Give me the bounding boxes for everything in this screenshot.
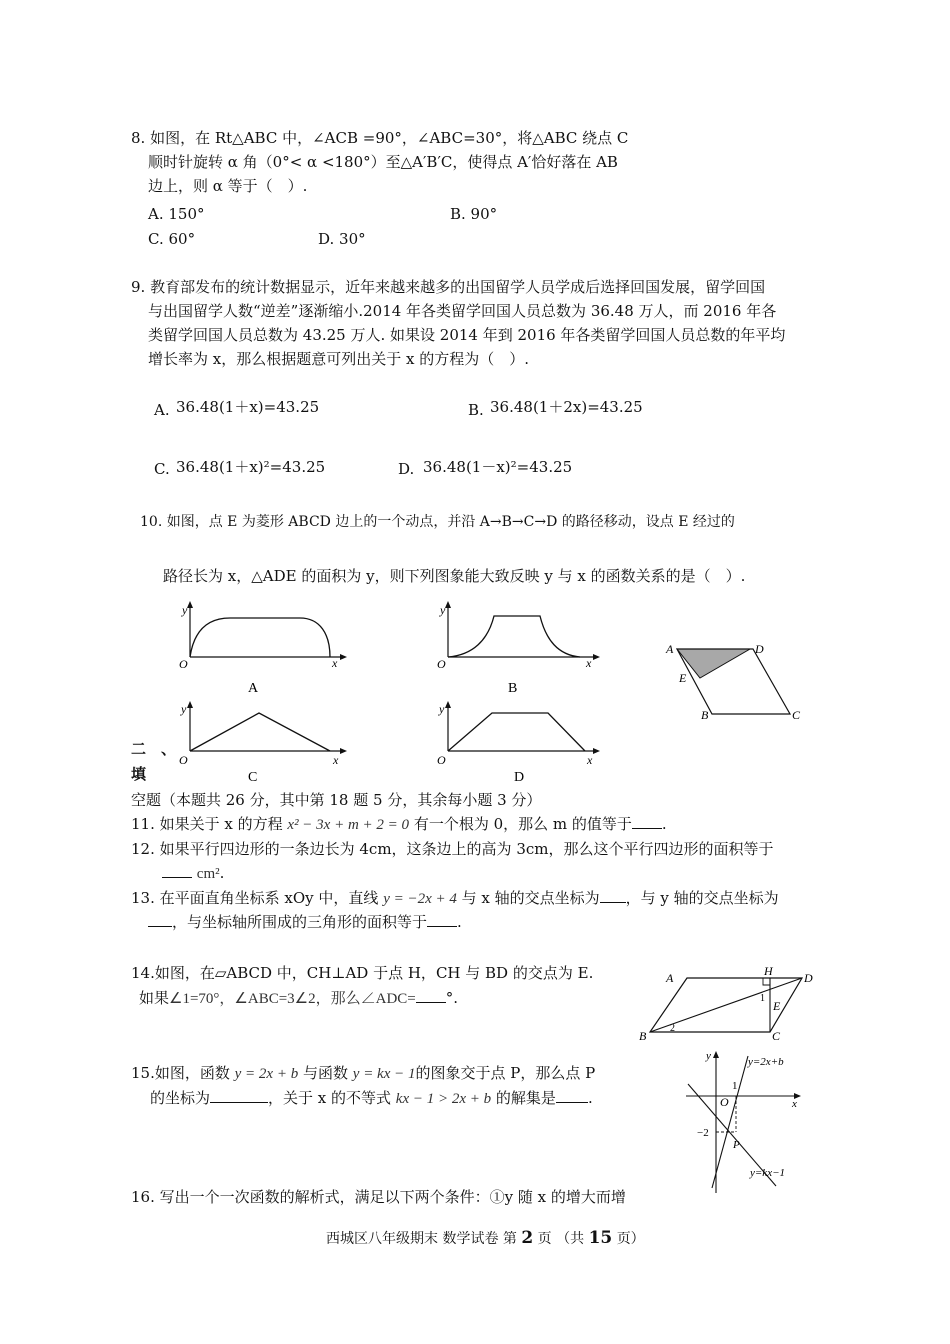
page-footer: [326, 1228, 645, 1249]
origin-label: O: [437, 753, 446, 767]
q15-eq1: y = 2x + b: [234, 1066, 299, 1082]
q15-line2-a: 的坐标为: [150, 1089, 211, 1107]
origin-label: O: [437, 657, 446, 671]
x-axis-arrow: [593, 654, 600, 660]
q15-line1-b: 与函数: [302, 1064, 348, 1082]
y-axis-arrow: [445, 701, 451, 708]
curve: [448, 713, 585, 751]
q9-line2: 与出国留学人数“逆差”逐渐缩小.2014 年各类留学回国人员总数为 36.48 万人，而 2016 年各: [148, 302, 777, 320]
q14-line2: [139, 987, 458, 1010]
line1-label: y=2x+b: [748, 1056, 784, 1068]
x-label: x: [332, 656, 338, 670]
q14-line2-a: 如果: [139, 989, 170, 1007]
q8-option-c: C. 60°: [148, 230, 196, 248]
q15-line1-c: 的图象交于点 P，那么点 P: [415, 1064, 596, 1082]
y-axis-arrow: [713, 1051, 719, 1058]
origin-label: O: [179, 657, 188, 671]
q14-end: °.: [445, 989, 459, 1007]
q9-line3: 类留学回国人员总数为 43.25 万人. 如果设 2014 年到 2016 年各类留学回国人员总数的年平均: [148, 326, 786, 344]
q15-point-blank[interactable]: [210, 1088, 268, 1103]
point-p-label: P: [733, 1139, 740, 1151]
y-axis-arrow: [187, 601, 193, 608]
point-h-label: H: [764, 964, 773, 978]
q9-option-b-label: B.: [468, 401, 484, 419]
q14-parallelogram-figure: [632, 960, 822, 1045]
q10-graph-b: [428, 600, 608, 700]
x-axis-arrow: [593, 748, 600, 754]
q14-answer-blank[interactable]: [416, 988, 446, 1003]
y-label: y: [182, 603, 188, 617]
q12-text: 12. 如果平行四边形的一条边长为 4cm，这条边上的高为 3cm，那么这个平行四边形的面积等于: [131, 840, 774, 858]
point-c-label: C: [792, 708, 801, 722]
q9-option-d: 36.48(1－x)²=43.25: [423, 458, 573, 476]
x-label: x: [792, 1098, 797, 1110]
q8-option-a: A. 150°: [148, 205, 205, 223]
q15-end: .: [587, 1089, 593, 1107]
q9-option-a-label: A.: [154, 401, 170, 419]
q15-eq2: y = kx − 1: [352, 1066, 416, 1082]
q8-option-b: B. 90°: [450, 205, 498, 223]
point-b-label: B: [639, 1029, 647, 1043]
q13-text-b: 与 x 轴的交点坐标为: [461, 889, 600, 907]
q13-line2-text: ，与坐标轴所围成的三角形的面积等于: [172, 913, 428, 931]
point-e-label: E: [773, 999, 781, 1013]
q12-end: .: [219, 864, 225, 882]
y-label: y: [439, 702, 445, 716]
shaded-triangle-ade: [677, 649, 750, 678]
caption: C: [248, 770, 258, 785]
q15-line1-a: 15.如图，函数: [131, 1064, 230, 1082]
footer-text-b: 页 （共: [537, 1231, 585, 1247]
q9-option-c: 36.48(1＋x)²=43.25: [176, 458, 326, 476]
y-label: y: [440, 603, 446, 617]
q14-line1: 14.如图，在▱ABCD 中，CH⊥AD 于点 H，CH 与 BD 的交点为 E.: [131, 964, 594, 982]
q12-answer-blank[interactable]: [162, 863, 192, 878]
curve: [190, 713, 330, 751]
section-2-header: 空题（本题共 26 分，其中第 18 题 5 分，其余每小题 3 分）: [131, 791, 542, 809]
q13-x-intercept-blank[interactable]: [600, 888, 626, 903]
q15-graph: [680, 1048, 810, 1198]
curve: [448, 616, 580, 657]
y-label: y: [181, 702, 187, 716]
section-2-comma: 、: [161, 740, 177, 758]
line2-label: y=kx−1: [750, 1167, 785, 1179]
q11-end: .: [661, 815, 667, 833]
q11: [131, 813, 667, 836]
footer-text-a: 西城区八年级期末 数学试卷 第: [326, 1231, 517, 1247]
q11-answer-blank[interactable]: [632, 814, 662, 829]
x-label: x: [586, 656, 592, 670]
q14-condition: ∠1=70°，∠ABC=3∠2，那么∠ADC=: [169, 991, 416, 1007]
q9-option-c-label: C.: [154, 460, 170, 478]
x-axis-arrow: [340, 748, 347, 754]
q11-text-a: 11. 如果关于 x 的方程: [131, 815, 283, 833]
y-axis-arrow: [187, 701, 193, 708]
origin-label: O: [179, 753, 188, 767]
q13-end: .: [457, 913, 462, 931]
q8-line2: 顺时针旋转 α 角（0°< α <180°）至△A′B′C，使得点 A′恰好落在 AB: [148, 153, 618, 171]
q15-line1: [131, 1062, 595, 1085]
q13-text-a: 13. 在平面直角坐标系 xOy 中，直线: [131, 889, 379, 907]
caption: B: [508, 681, 518, 696]
q12-line2: [162, 862, 224, 885]
q13-text-c: ，与 y 轴的交点坐标为: [625, 889, 779, 907]
point-d-label: D: [804, 971, 813, 985]
x-label: x: [333, 753, 339, 767]
angle-1-label: 1: [760, 993, 765, 1004]
x-axis-arrow: [340, 654, 347, 660]
q10-line2: 路径长为 x，△ADE 的面积为 y，则下列图象能大致反映 y 与 x 的函数关系的是（ ）.: [163, 567, 746, 585]
q9-line1: 9. 教育部发布的统计数据显示，近年来越来越多的出国留学人员学成后选择回国发展，留学回国: [131, 278, 766, 296]
point-a-label: A: [666, 971, 674, 985]
q13-line1: [131, 887, 779, 910]
point-d-label: D: [755, 642, 764, 656]
q15-solution-blank[interactable]: [556, 1088, 588, 1103]
caption: A: [248, 681, 259, 696]
line-y-2x-b: [712, 1056, 748, 1188]
q13-y-intercept-blank[interactable]: [148, 912, 172, 927]
y-axis-arrow: [445, 601, 451, 608]
q15-line2: [150, 1087, 593, 1110]
q11-equation: x² − 3x + m + 2 = 0: [287, 817, 410, 833]
q15-line2-c: 的解集是: [495, 1089, 556, 1107]
q9-line4: 增长率为 x，那么根据题意可列出关于 x 的方程为（ ）.: [148, 350, 529, 368]
caption: D: [514, 770, 525, 785]
q9-option-a: 36.48(1＋x)=43.25: [176, 398, 320, 416]
q12-unit: cm²: [196, 866, 220, 882]
origin-label: O: [720, 1095, 729, 1109]
q16-line1: 16. 写出一个一次函数的解析式，满足以下两个条件：①y 随 x 的增大而增: [131, 1188, 626, 1206]
curve: [190, 618, 330, 657]
y-label: y: [706, 1050, 711, 1062]
tick-minus-2-label: −2: [697, 1127, 709, 1139]
footer-total-pages: 15: [588, 1228, 613, 1248]
q13-equation: y = −2x + 4: [383, 891, 457, 907]
section-2-fill: 填: [131, 765, 147, 783]
q13-line2: [148, 911, 462, 933]
point-b-label: B: [701, 708, 709, 722]
q10-graph-d: [428, 698, 608, 790]
angle-2-label: 2: [670, 1023, 675, 1034]
q8-line1: 8. 如图，在 Rt△ABC 中，∠ACB =90°，∠ABC=30°，将△ABC 绕点 C: [131, 129, 629, 147]
tick-1-label: 1: [732, 1080, 738, 1092]
section-2-numeral: 二: [131, 740, 147, 758]
point-c-label: C: [772, 1029, 781, 1043]
q11-text-b: 有一个根为 0，那么 m 的值等于: [413, 815, 632, 833]
point-a-label: A: [666, 642, 674, 656]
point-e-label: E: [679, 671, 687, 685]
q15-line2-b: ，关于 x 的不等式: [268, 1089, 392, 1107]
q10-graph-c: [170, 698, 350, 790]
footer-page-number: 2: [521, 1228, 534, 1248]
q10-line1: 10. 如图，点 E 为菱形 ABCD 边上的一个动点，并沿 A→B→C→D 的路径移动，设点 E 经过的: [140, 514, 735, 530]
q10-rhombus-figure: [660, 636, 810, 728]
right-angle-mark: [763, 978, 770, 985]
q8-line3: 边上，则 α 等于（ ）.: [148, 177, 308, 195]
x-label: x: [587, 753, 593, 767]
q10-graph-a: [170, 600, 350, 700]
q15-inequality: kx − 1 > 2x + b: [395, 1091, 492, 1107]
q13-area-blank[interactable]: [427, 912, 457, 927]
q8-option-d: D. 30°: [318, 230, 366, 248]
footer-text-c: 页）: [616, 1231, 645, 1247]
q9-option-b: 36.48(1＋2x)=43.25: [490, 398, 643, 416]
q9-option-d-label: D.: [398, 460, 415, 478]
